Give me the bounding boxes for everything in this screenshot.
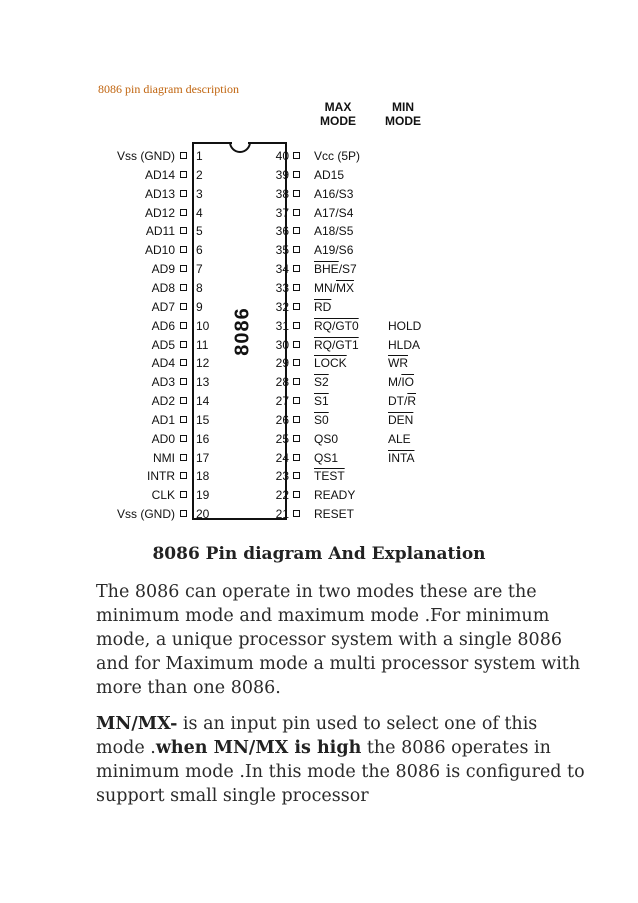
pin-right-number: 37 — [275, 206, 289, 220]
pin-right-square — [293, 378, 300, 385]
pin-left-square — [180, 454, 187, 461]
pin-right-square — [293, 227, 300, 234]
mn-mx-text1: is an input pin used to select one of this mode . — [96, 714, 538, 758]
pin-right-square — [293, 284, 300, 291]
pin-left-square — [180, 397, 187, 404]
pin-max-mode-name: $MN/\overline{MX}$ — [314, 281, 354, 295]
chip-notch — [228, 140, 252, 156]
pin-max-mode-name: QS1 — [314, 451, 339, 465]
pin-left-number: 13 — [196, 375, 210, 389]
pin-right-square — [293, 491, 300, 498]
pin-left-square — [180, 491, 187, 498]
pin-right-square — [293, 359, 300, 366]
pin-right-number: 31 — [275, 319, 289, 333]
pin-left-name: AD0 — [151, 432, 175, 446]
pin-max-mode-name: Vcc (5P) — [314, 149, 361, 163]
pin-left-square — [180, 265, 187, 272]
pin-left-number: 20 — [196, 507, 210, 521]
pin-max-mode-name: RESET — [314, 507, 355, 521]
pin-left-name: AD4 — [151, 356, 175, 370]
pin-left-name: AD5 — [151, 338, 175, 352]
pin-max-mode-name: QS0 — [314, 432, 339, 446]
pin-max-mode-name: RQ/GT1 — [314, 338, 359, 352]
pin-left-number: 2 — [196, 168, 203, 182]
pin-right-number: 30 — [275, 338, 289, 352]
min-mode-heading — [381, 100, 425, 128]
pin-left-number: 19 — [196, 488, 210, 502]
pin-left-name: AD14 — [144, 168, 175, 182]
pin-min-mode-name: HLDA — [388, 338, 421, 352]
pin-left-number: 7 — [196, 262, 203, 276]
pin-min-mode-name: INTA — [388, 451, 415, 465]
pin-right-square — [293, 397, 300, 404]
pin-left-square — [180, 378, 187, 385]
pin-left-name: Vss (GND) — [117, 149, 175, 163]
pin-left-name: AD1 — [151, 413, 175, 427]
pin-max-mode-name: $\overline{BHE}/S7$ — [314, 262, 357, 276]
pin-right-square — [293, 303, 300, 310]
pin-right-square — [293, 454, 300, 461]
pin-right-number: 26 — [275, 413, 289, 427]
pin-min-mode-name: $\overline{DEN}$ — [388, 413, 414, 427]
pin-left-name: AD8 — [151, 281, 175, 295]
pin-left-square — [180, 359, 187, 366]
pin-left-square — [180, 510, 187, 517]
pin-left-number: 11 — [196, 338, 209, 352]
pin-left-number: 17 — [196, 451, 210, 465]
pin-left-name: AD10 — [144, 243, 175, 257]
pin-right-square — [293, 322, 300, 329]
chip-label: 8086 — [231, 307, 254, 356]
pin-max-mode-name: RQ/GT0 — [314, 319, 359, 333]
pin-right-square — [293, 341, 300, 348]
pin-right-number: 35 — [275, 243, 289, 257]
min-mode-heading-line2: MODE — [385, 114, 421, 128]
pin-right-number: 24 — [275, 451, 289, 465]
pin-right-square — [293, 171, 300, 178]
chip-top-edge-right — [248, 142, 287, 144]
pin-right-number: 34 — [275, 262, 289, 276]
pin-max-mode-name: READY — [314, 488, 356, 502]
pin-left-square — [180, 227, 187, 234]
pin-left-square — [180, 435, 187, 442]
pin-right-number: 25 — [275, 432, 289, 446]
pin-right-number: 33 — [275, 281, 289, 295]
max-mode-heading-line1: MAX — [324, 100, 352, 114]
pin-left-number: 9 — [196, 300, 203, 314]
pin-min-mode-name: ALE — [388, 432, 411, 446]
pin-max-mode-name: TEST — [314, 469, 345, 483]
pin-min-mode-name: $\overline{WR}$ — [388, 356, 408, 370]
pin-left-number: 14 — [196, 394, 210, 408]
pin-right-number: 36 — [275, 224, 289, 238]
pin-right-number: 32 — [275, 300, 289, 314]
pin-left-name: AD3 — [151, 375, 175, 389]
pin-left-square — [180, 190, 187, 197]
pin-right-number: 21 — [275, 507, 289, 521]
pin-right-square — [293, 435, 300, 442]
pin-min-mode-name: $M/\overline{IO}$ — [388, 375, 415, 389]
mn-mx-term: MN/MX- — [96, 714, 178, 734]
pin-right-number: 22 — [275, 488, 289, 502]
pin-min-mode-name: $DT/\overline{R}$ — [388, 394, 417, 408]
pin-right-number: 27 — [275, 394, 289, 408]
pin-left-number: 1 — [196, 149, 203, 163]
paragraph-modes: The 8086 can operate in two modes these are the minimum mode and maximum mode .For minimum mode, a unique processor system with a single 8086 and for Maximum mode a multi processor system with more than one 8086. — [96, 582, 581, 698]
pin-max-mode-name: A18/S5 — [314, 224, 354, 238]
pin-max-mode-name: $\overline{RD}$ — [314, 300, 332, 314]
pin-left-name: Vss (GND) — [117, 507, 175, 521]
pin-max-mode-name: S2 — [314, 375, 329, 389]
pin-max-mode-name: A17/S4 — [314, 206, 354, 220]
pin-left-name: AD7 — [151, 300, 175, 314]
pin-left-square — [180, 341, 187, 348]
pin-left-square — [180, 303, 187, 310]
paragraph-mn-mx — [96, 712, 586, 808]
pin-min-mode-name: HOLD — [388, 319, 422, 333]
pin-right-square — [293, 246, 300, 253]
pin-max-mode-name: S0 — [314, 413, 329, 427]
pin-left-number: 16 — [196, 432, 210, 446]
pin-left-square — [180, 246, 187, 253]
pin-left-name: NMI — [153, 451, 175, 465]
pin-max-mode-name: A16/S3 — [314, 187, 354, 201]
pin-left-square — [180, 171, 187, 178]
pin-left-square — [180, 416, 187, 423]
chip-top-edge-left — [192, 142, 232, 144]
pin-max-mode-name: LOCK — [314, 356, 347, 370]
pin-right-number: 38 — [275, 187, 289, 201]
pin-left-name: AD13 — [144, 187, 175, 201]
pin-right-square — [293, 152, 300, 159]
pin-max-mode-name: A19/S6 — [314, 243, 354, 257]
pin-left-number: 10 — [196, 319, 210, 333]
pin-left-number: 6 — [196, 243, 203, 257]
pin-left-name: INTR — [147, 469, 175, 483]
pin-left-square — [180, 284, 187, 291]
pin-right-number: 29 — [275, 356, 289, 370]
pin-right-square — [293, 209, 300, 216]
max-mode-heading-line2: MODE — [320, 114, 356, 128]
pin-right-square — [293, 265, 300, 272]
pin-left-square — [180, 209, 187, 216]
pin-left-name: AD6 — [151, 319, 175, 333]
pin-left-square — [180, 322, 187, 329]
pin-diagram-caption[interactable]: 8086 pin diagram description — [98, 82, 239, 96]
pin-right-square — [293, 472, 300, 479]
pin-left-square — [180, 472, 187, 479]
pin-right-number: 40 — [275, 149, 289, 163]
section-title: 8086 Pin diagram And Explanation — [152, 544, 486, 564]
pin-right-number: 28 — [275, 375, 289, 389]
pin-right-number: 39 — [275, 168, 289, 182]
pin-left-name: AD2 — [151, 394, 175, 408]
pin-left-name: AD12 — [144, 206, 175, 220]
pin-left-number: 18 — [196, 469, 210, 483]
pin-left-name: AD9 — [151, 262, 175, 276]
min-mode-heading-line1: MIN — [392, 100, 414, 114]
pin-right-square — [293, 510, 300, 517]
pin-left-number: 12 — [196, 356, 210, 370]
pin-left-number: 8 — [196, 281, 203, 295]
max-mode-heading — [318, 100, 358, 128]
pin-max-mode-name: S1 — [314, 394, 329, 408]
pin-right-square — [293, 416, 300, 423]
pin-left-square — [180, 152, 187, 159]
pin-left-number: 4 — [196, 206, 203, 220]
pin-left-name: CLK — [151, 488, 175, 502]
pin-right-number: 23 — [275, 469, 289, 483]
pin-left-number: 15 — [196, 413, 210, 427]
pin-left-number: 5 — [196, 224, 203, 238]
pin-left-name: AD11 — [145, 224, 175, 238]
pin-max-mode-name: AD15 — [314, 168, 345, 182]
mn-mx-text2: the 8086 operates in minimum mode .In this mode the 8086 is configured to support small single processor — [96, 738, 585, 806]
pin-right-square — [293, 190, 300, 197]
mn-mx-high-term: when MN/MX is high — [155, 738, 362, 758]
pin-left-number: 3 — [196, 187, 203, 201]
